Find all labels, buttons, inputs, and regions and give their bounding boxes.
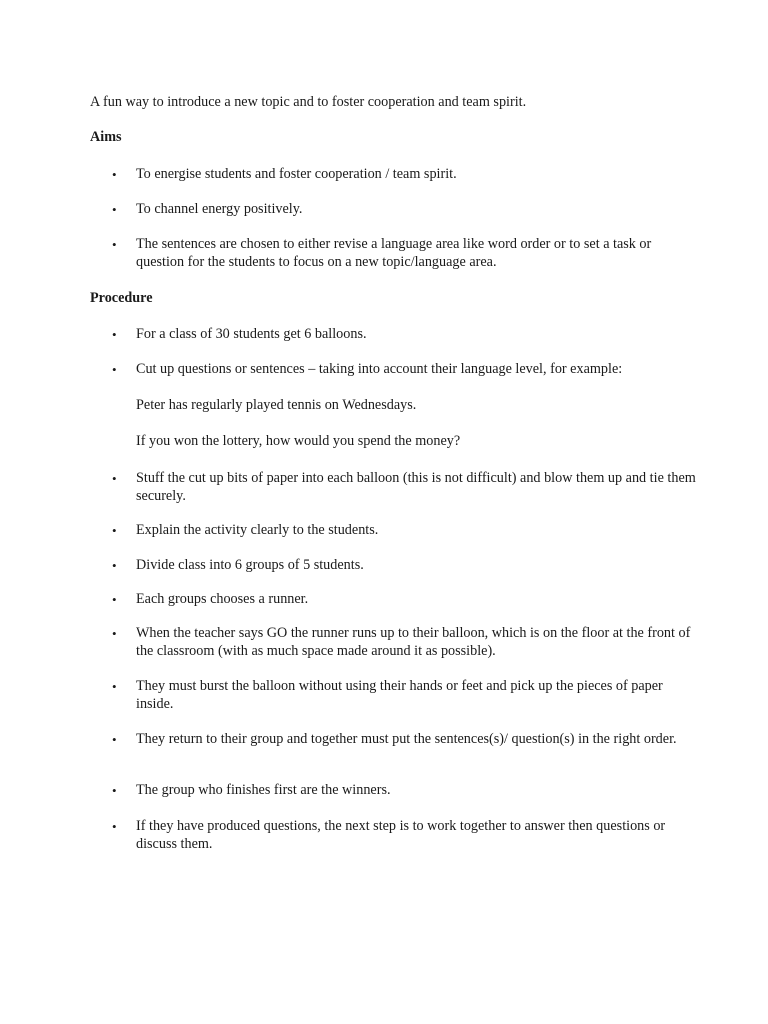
procedure-item-10: • The group who finishes first are the winners. — [136, 782, 696, 800]
aims-item-2: • To channel energy positively. — [136, 201, 696, 219]
aims-heading: Aims — [90, 129, 122, 145]
procedure-item-9: • They return to their group and together must put the sentences(s)/ question(s) in the right order. — [136, 731, 696, 749]
procedure-item-3: • Stuff the cut up bits of paper into each balloon (this is not difficult) and blow them up and tie them securely. — [136, 470, 696, 505]
procedure-item-6: • Each groups chooses a runner. — [136, 591, 696, 609]
procedure-item-2: • Cut up questions or sentences – taking into account their language level, for example: — [136, 361, 696, 379]
procedure-item-11: • If they have produced questions, the next step is to work together to answer then questions or discuss them. — [136, 818, 696, 853]
procedure-item-7: • When the teacher says GO the runner runs up to their balloon, which is on the floor at the front of the classroom (with as much space made around it as possible). — [136, 625, 696, 660]
procedure-item-8: • They must burst the balloon without using their hands or feet and pick up the pieces of paper inside. — [136, 678, 696, 713]
example-sentence-2: If you won the lottery, how would you spend the money? — [136, 433, 461, 449]
procedure-heading: Procedure — [90, 290, 153, 306]
intro-text: A fun way to introduce a new topic and to foster cooperation and team spirit. — [90, 94, 527, 110]
aims-item-1: • To energise students and foster cooperation / team spirit. — [136, 166, 696, 184]
procedure-item-5: • Divide class into 6 groups of 5 students. — [136, 557, 696, 575]
procedure-item-1: • For a class of 30 students get 6 balloons. — [136, 326, 696, 344]
example-sentence-1: Peter has regularly played tennis on Wednesdays. — [136, 397, 417, 413]
aims-item-3: • The sentences are chosen to either revise a language area like word order or to set a task or question for the students to focus on a new topic/language area. — [136, 236, 696, 271]
procedure-item-4: • Explain the activity clearly to the students. — [136, 522, 696, 540]
